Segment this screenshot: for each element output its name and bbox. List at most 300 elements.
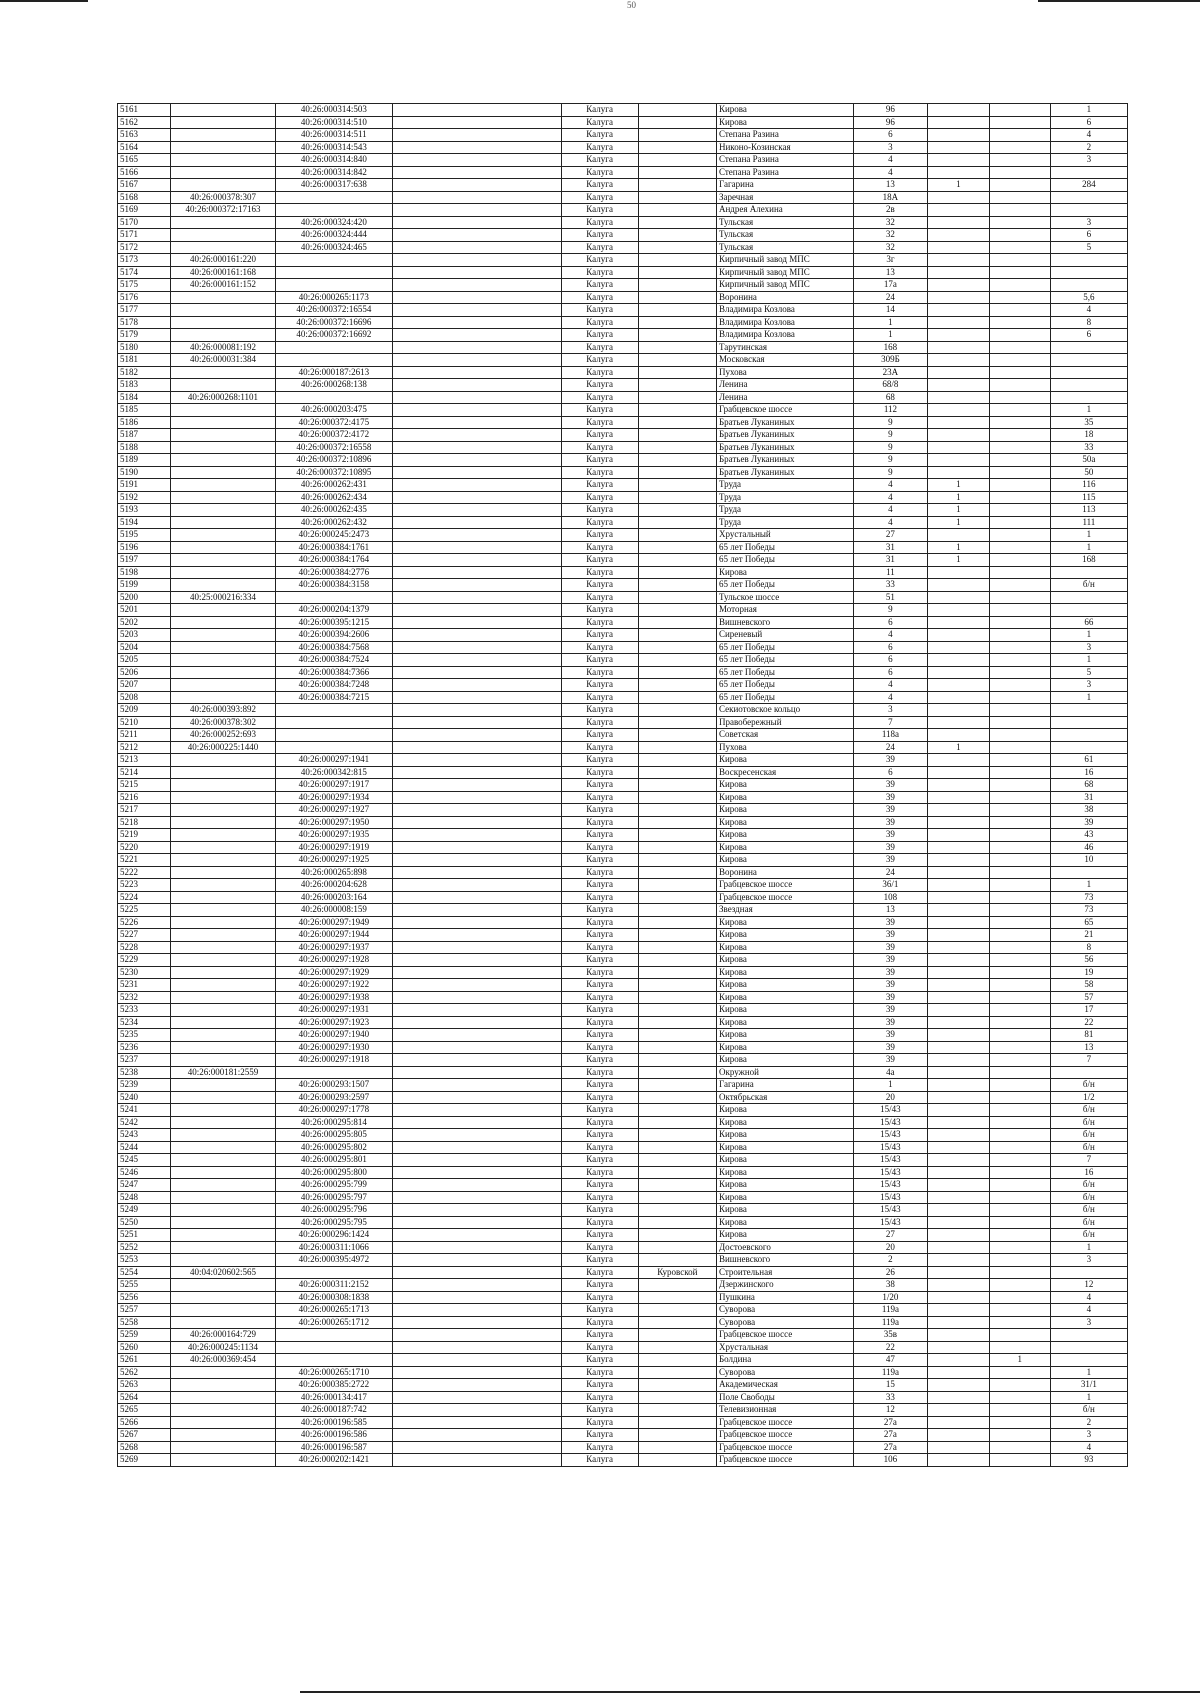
- apartment-cell: 1: [1050, 629, 1127, 642]
- house-number-cell: 15/43: [853, 1216, 927, 1229]
- land-cadastral-number-cell: [171, 529, 275, 542]
- city-cell: Калуга: [561, 229, 638, 242]
- settlement-cell: [638, 179, 716, 192]
- city-cell: Калуга: [561, 516, 638, 529]
- building-cell: [927, 1054, 989, 1067]
- land-cadastral-number-cell: 40:26:000161:152: [171, 279, 275, 292]
- structure-cell: [989, 1304, 1050, 1317]
- empty-cell-cell: [393, 491, 562, 504]
- table-row: [118, 1404, 1128, 1417]
- table-row: [118, 1341, 1128, 1354]
- house-number-cell: 15/43: [853, 1154, 927, 1167]
- land-cadastral-number-cell: [171, 129, 275, 142]
- house-number-cell: 119а: [853, 1366, 927, 1379]
- table-row: [118, 666, 1128, 679]
- land-cadastral-number-cell: 40:26:000161:168: [171, 266, 275, 279]
- building-cell: [927, 441, 989, 454]
- empty-cell-cell: [393, 1354, 562, 1367]
- city-cell: Калуга: [561, 604, 638, 617]
- table-row: [118, 841, 1128, 854]
- empty-cell-cell: [393, 404, 562, 417]
- land-cadastral-number-cell: [171, 666, 275, 679]
- row-number-cell: 5232: [118, 991, 171, 1004]
- cadastral-register-table: [117, 103, 1128, 1467]
- settlement-cell: [638, 1441, 716, 1454]
- empty-cell-cell: [393, 554, 562, 567]
- building-cell: [927, 416, 989, 429]
- empty-cell-cell: [393, 779, 562, 792]
- settlement-cell: [638, 1166, 716, 1179]
- house-number-cell: 4: [853, 166, 927, 179]
- city-cell: Калуга: [561, 829, 638, 842]
- object-cadastral-number-cell: 40:26:000262:431: [275, 479, 392, 492]
- land-cadastral-number-cell: [171, 416, 275, 429]
- city-cell: Калуга: [561, 1216, 638, 1229]
- apartment-cell: 1: [1050, 654, 1127, 667]
- building-cell: [927, 866, 989, 879]
- building-cell: [927, 991, 989, 1004]
- object-cadastral-number-cell: 40:26:000187:2613: [275, 366, 392, 379]
- table-row: [118, 1391, 1128, 1404]
- empty-cell-cell: [393, 391, 562, 404]
- city-cell: Калуга: [561, 216, 638, 229]
- table-row: [118, 1416, 1128, 1429]
- object-cadastral-number-cell: 40:26:000262:434: [275, 491, 392, 504]
- apartment-cell: 35: [1050, 416, 1127, 429]
- street-cell: Кирова: [716, 116, 853, 129]
- street-cell: Братьев Луканиных: [716, 429, 853, 442]
- land-cadastral-number-cell: [171, 1079, 275, 1092]
- house-number-cell: 7: [853, 716, 927, 729]
- settlement-cell: [638, 254, 716, 267]
- house-number-cell: 35в: [853, 1329, 927, 1342]
- structure-cell: [989, 1429, 1050, 1442]
- street-cell: Тарутинская: [716, 341, 853, 354]
- house-number-cell: 24: [853, 291, 927, 304]
- empty-cell-cell: [393, 716, 562, 729]
- house-number-cell: 15/43: [853, 1191, 927, 1204]
- land-cadastral-number-cell: [171, 604, 275, 617]
- structure-cell: [989, 1216, 1050, 1229]
- city-cell: Калуга: [561, 1316, 638, 1329]
- empty-cell-cell: [393, 904, 562, 917]
- structure-cell: [989, 416, 1050, 429]
- row-number-cell: 5215: [118, 779, 171, 792]
- settlement-cell: [638, 916, 716, 929]
- land-cadastral-number-cell: 40:25:000216:334: [171, 591, 275, 604]
- object-cadastral-number-cell: 40:26:000384:1761: [275, 541, 392, 554]
- empty-cell-cell: [393, 541, 562, 554]
- house-number-cell: 20: [853, 1241, 927, 1254]
- row-number-cell: 5234: [118, 1016, 171, 1029]
- row-number-cell: 5218: [118, 816, 171, 829]
- structure-cell: [989, 429, 1050, 442]
- table-row: [118, 1079, 1128, 1092]
- object-cadastral-number-cell: 40:26:000314:543: [275, 141, 392, 154]
- apartment-cell: 18: [1050, 429, 1127, 442]
- street-cell: Грабцевское шоссе: [716, 1329, 853, 1342]
- apartment-cell: [1050, 591, 1127, 604]
- building-cell: [927, 1091, 989, 1104]
- empty-cell-cell: [393, 1004, 562, 1017]
- apartment-cell: 1: [1050, 104, 1127, 117]
- street-cell: Кирова: [716, 916, 853, 929]
- row-number-cell: 5194: [118, 516, 171, 529]
- building-cell: 1: [927, 504, 989, 517]
- settlement-cell: [638, 629, 716, 642]
- object-cadastral-number-cell: 40:26:000314:503: [275, 104, 392, 117]
- empty-cell-cell: [393, 1129, 562, 1142]
- table-row: [118, 204, 1128, 217]
- street-cell: Кирова: [716, 979, 853, 992]
- house-number-cell: 27а: [853, 1429, 927, 1442]
- land-cadastral-number-cell: 40:26:000081:192: [171, 341, 275, 354]
- settlement-cell: [638, 1379, 716, 1392]
- structure-cell: [989, 316, 1050, 329]
- city-cell: Калуга: [561, 879, 638, 892]
- apartment-cell: 7: [1050, 1054, 1127, 1067]
- street-cell: Вишневского: [716, 1254, 853, 1267]
- structure-cell: [989, 516, 1050, 529]
- empty-cell-cell: [393, 966, 562, 979]
- street-cell: Братьев Луканиных: [716, 454, 853, 467]
- table-row: [118, 1454, 1128, 1467]
- object-cadastral-number-cell: 40:26:000297:1919: [275, 841, 392, 854]
- object-cadastral-number-cell: 40:26:000204:628: [275, 879, 392, 892]
- city-cell: Калуга: [561, 891, 638, 904]
- structure-cell: [989, 866, 1050, 879]
- object-cadastral-number-cell: 40:26:000384:1764: [275, 554, 392, 567]
- house-number-cell: 15/43: [853, 1129, 927, 1142]
- row-number-cell: 5247: [118, 1179, 171, 1192]
- city-cell: Калуга: [561, 404, 638, 417]
- row-number-cell: 5163: [118, 129, 171, 142]
- table-row: [118, 629, 1128, 642]
- land-cadastral-number-cell: [171, 441, 275, 454]
- land-cadastral-number-cell: [171, 804, 275, 817]
- city-cell: Калуга: [561, 816, 638, 829]
- table-row: [118, 129, 1128, 142]
- object-cadastral-number-cell: 40:26:000342:815: [275, 766, 392, 779]
- house-number-cell: 51: [853, 591, 927, 604]
- street-cell: Сиреневый: [716, 629, 853, 642]
- structure-cell: [989, 354, 1050, 367]
- row-number-cell: 5172: [118, 241, 171, 254]
- row-number-cell: 5188: [118, 441, 171, 454]
- object-cadastral-number-cell: 40:26:000265:1710: [275, 1366, 392, 1379]
- building-cell: [927, 1391, 989, 1404]
- empty-cell-cell: [393, 1266, 562, 1279]
- apartment-cell: 66: [1050, 616, 1127, 629]
- empty-cell-cell: [393, 1454, 562, 1467]
- settlement-cell: [638, 616, 716, 629]
- empty-cell-cell: [393, 579, 562, 592]
- house-number-cell: 24: [853, 866, 927, 879]
- building-cell: [927, 429, 989, 442]
- city-cell: Калуга: [561, 304, 638, 317]
- house-number-cell: 39: [853, 1016, 927, 1029]
- apartment-cell: 2: [1050, 141, 1127, 154]
- object-cadastral-number-cell: [275, 266, 392, 279]
- table-row: [118, 566, 1128, 579]
- settlement-cell: [638, 479, 716, 492]
- land-cadastral-number-cell: [171, 329, 275, 342]
- settlement-cell: [638, 1041, 716, 1054]
- table-row: [118, 641, 1128, 654]
- row-number-cell: 5251: [118, 1229, 171, 1242]
- land-cadastral-number-cell: [171, 504, 275, 517]
- street-cell: Братьев Луканиных: [716, 416, 853, 429]
- street-cell: Кирова: [716, 1179, 853, 1192]
- row-number-cell: 5183: [118, 379, 171, 392]
- settlement-cell: [638, 941, 716, 954]
- row-number-cell: 5244: [118, 1141, 171, 1154]
- building-cell: [927, 1316, 989, 1329]
- empty-cell-cell: [393, 1229, 562, 1242]
- land-cadastral-number-cell: [171, 891, 275, 904]
- object-cadastral-number-cell: 40:26:000384:7568: [275, 641, 392, 654]
- object-cadastral-number-cell: 40:26:000265:1173: [275, 291, 392, 304]
- object-cadastral-number-cell: 40:26:000202:1421: [275, 1454, 392, 1467]
- settlement-cell: [638, 866, 716, 879]
- city-cell: Калуга: [561, 1416, 638, 1429]
- city-cell: Калуга: [561, 191, 638, 204]
- apartment-cell: 2: [1050, 1416, 1127, 1429]
- street-cell: Телевизионная: [716, 1404, 853, 1417]
- land-cadastral-number-cell: [171, 1441, 275, 1454]
- building-cell: [927, 654, 989, 667]
- empty-cell-cell: [393, 416, 562, 429]
- city-cell: Калуга: [561, 1191, 638, 1204]
- table-row: [118, 104, 1128, 117]
- house-number-cell: 3: [853, 141, 927, 154]
- table-row: [118, 1329, 1128, 1342]
- settlement-cell: [638, 1191, 716, 1204]
- row-number-cell: 5258: [118, 1316, 171, 1329]
- house-number-cell: 39: [853, 841, 927, 854]
- street-cell: 65 лет Победы: [716, 691, 853, 704]
- settlement-cell: [638, 466, 716, 479]
- structure-cell: [989, 216, 1050, 229]
- row-number-cell: 5242: [118, 1116, 171, 1129]
- row-number-cell: 5249: [118, 1204, 171, 1217]
- settlement-cell: [638, 966, 716, 979]
- settlement-cell: [638, 116, 716, 129]
- house-number-cell: 17а: [853, 279, 927, 292]
- row-number-cell: 5178: [118, 316, 171, 329]
- row-number-cell: 5174: [118, 266, 171, 279]
- street-cell: 65 лет Победы: [716, 541, 853, 554]
- table-row: [118, 466, 1128, 479]
- row-number-cell: 5176: [118, 291, 171, 304]
- table-row: [118, 254, 1128, 267]
- empty-cell-cell: [393, 1204, 562, 1217]
- house-number-cell: 108: [853, 891, 927, 904]
- land-cadastral-number-cell: 40:26:000252:693: [171, 729, 275, 742]
- settlement-cell: [638, 1454, 716, 1467]
- house-number-cell: 13: [853, 179, 927, 192]
- house-number-cell: 39: [853, 1041, 927, 1054]
- empty-cell-cell: [393, 1216, 562, 1229]
- settlement-cell: [638, 991, 716, 1004]
- house-number-cell: 39: [853, 954, 927, 967]
- empty-cell-cell: [393, 641, 562, 654]
- row-number-cell: 5214: [118, 766, 171, 779]
- house-number-cell: 4: [853, 479, 927, 492]
- settlement-cell: [638, 141, 716, 154]
- settlement-cell: [638, 329, 716, 342]
- empty-cell-cell: [393, 754, 562, 767]
- apartment-cell: 57: [1050, 991, 1127, 1004]
- city-cell: Калуга: [561, 154, 638, 167]
- structure-cell: [989, 941, 1050, 954]
- empty-cell-cell: [393, 529, 562, 542]
- house-number-cell: 39: [853, 916, 927, 929]
- building-cell: [927, 129, 989, 142]
- apartment-cell: 1: [1050, 404, 1127, 417]
- city-cell: Калуга: [561, 966, 638, 979]
- city-cell: Калуга: [561, 1391, 638, 1404]
- table-row: [118, 554, 1128, 567]
- row-number-cell: 5241: [118, 1104, 171, 1117]
- empty-cell-cell: [393, 841, 562, 854]
- building-cell: [927, 1041, 989, 1054]
- settlement-cell: [638, 1029, 716, 1042]
- object-cadastral-number-cell: 40:26:000203:475: [275, 404, 392, 417]
- building-cell: [927, 1104, 989, 1117]
- settlement-cell: [638, 504, 716, 517]
- scan-edge-line: [0, 0, 88, 2]
- object-cadastral-number-cell: 40:26:000295:799: [275, 1179, 392, 1192]
- apartment-cell: [1050, 1066, 1127, 1079]
- empty-cell-cell: [393, 341, 562, 354]
- empty-cell-cell: [393, 1141, 562, 1154]
- building-cell: [927, 1341, 989, 1354]
- settlement-cell: [638, 766, 716, 779]
- building-cell: [927, 1229, 989, 1242]
- building-cell: [927, 966, 989, 979]
- settlement-cell: [638, 454, 716, 467]
- apartment-cell: 50а: [1050, 454, 1127, 467]
- structure-cell: [989, 266, 1050, 279]
- land-cadastral-number-cell: [171, 829, 275, 842]
- apartment-cell: 61: [1050, 754, 1127, 767]
- city-cell: Калуга: [561, 766, 638, 779]
- object-cadastral-number-cell: 40:26:000314:511: [275, 129, 392, 142]
- building-cell: [927, 729, 989, 742]
- structure-cell: [989, 1054, 1050, 1067]
- building-cell: [927, 166, 989, 179]
- land-cadastral-number-cell: [171, 1191, 275, 1204]
- house-number-cell: 24: [853, 741, 927, 754]
- house-number-cell: 31: [853, 554, 927, 567]
- settlement-cell: [638, 379, 716, 392]
- row-number-cell: 5238: [118, 1066, 171, 1079]
- street-cell: Братьев Луканиных: [716, 466, 853, 479]
- structure-cell: [989, 491, 1050, 504]
- city-cell: Калуга: [561, 916, 638, 929]
- settlement-cell: [638, 1066, 716, 1079]
- settlement-cell: [638, 591, 716, 604]
- structure-cell: [989, 254, 1050, 267]
- object-cadastral-number-cell: 40:26:000372:16692: [275, 329, 392, 342]
- row-number-cell: 5195: [118, 529, 171, 542]
- apartment-cell: 19: [1050, 966, 1127, 979]
- empty-cell-cell: [393, 479, 562, 492]
- building-cell: [927, 1154, 989, 1167]
- object-cadastral-number-cell: 40:26:000295:802: [275, 1141, 392, 1154]
- city-cell: Калуга: [561, 754, 638, 767]
- empty-cell-cell: [393, 241, 562, 254]
- settlement-cell: [638, 441, 716, 454]
- structure-cell: [989, 1366, 1050, 1379]
- street-cell: Болдина: [716, 1354, 853, 1367]
- city-cell: Калуга: [561, 316, 638, 329]
- table-row: [118, 1041, 1128, 1054]
- land-cadastral-number-cell: [171, 1216, 275, 1229]
- street-cell: Владимира Козлова: [716, 316, 853, 329]
- city-cell: Калуга: [561, 329, 638, 342]
- street-cell: Хрустальная: [716, 1341, 853, 1354]
- apartment-cell: 115: [1050, 491, 1127, 504]
- street-cell: Звездная: [716, 904, 853, 917]
- row-number-cell: 5221: [118, 854, 171, 867]
- building-cell: [927, 854, 989, 867]
- table-row: [118, 1166, 1128, 1179]
- land-cadastral-number-cell: [171, 1179, 275, 1192]
- row-number-cell: 5265: [118, 1404, 171, 1417]
- street-cell: Суворова: [716, 1316, 853, 1329]
- object-cadastral-number-cell: [275, 354, 392, 367]
- empty-cell-cell: [393, 291, 562, 304]
- house-number-cell: 6: [853, 654, 927, 667]
- street-cell: Кирова: [716, 816, 853, 829]
- object-cadastral-number-cell: 40:26:000265:898: [275, 866, 392, 879]
- settlement-cell: [638, 1404, 716, 1417]
- object-cadastral-number-cell: 40:26:000268:138: [275, 379, 392, 392]
- settlement-cell: [638, 904, 716, 917]
- object-cadastral-number-cell: 40:26:000384:2776: [275, 566, 392, 579]
- table-row: [118, 729, 1128, 742]
- table-row: [118, 1029, 1128, 1042]
- apartment-cell: 22: [1050, 1016, 1127, 1029]
- street-cell: Пушкина: [716, 1291, 853, 1304]
- street-cell: Кирова: [716, 966, 853, 979]
- street-cell: Кирова: [716, 1154, 853, 1167]
- object-cadastral-number-cell: 40:26:000293:2597: [275, 1091, 392, 1104]
- house-number-cell: 9: [853, 604, 927, 617]
- house-number-cell: 39: [853, 816, 927, 829]
- house-number-cell: 1: [853, 1079, 927, 1092]
- apartment-cell: 10: [1050, 854, 1127, 867]
- city-cell: Калуга: [561, 841, 638, 854]
- structure-cell: [989, 141, 1050, 154]
- table-row: [118, 266, 1128, 279]
- house-number-cell: 33: [853, 579, 927, 592]
- table-row: [118, 354, 1128, 367]
- street-cell: Суворова: [716, 1304, 853, 1317]
- row-number-cell: 5240: [118, 1091, 171, 1104]
- house-number-cell: 39: [853, 941, 927, 954]
- empty-cell-cell: [393, 204, 562, 217]
- structure-cell: [989, 541, 1050, 554]
- city-cell: Калуга: [561, 1066, 638, 1079]
- city-cell: Калуга: [561, 1441, 638, 1454]
- settlement-cell: [638, 391, 716, 404]
- settlement-cell: [638, 1016, 716, 1029]
- apartment-cell: [1050, 1354, 1127, 1367]
- street-cell: Секиотовское кольцо: [716, 704, 853, 717]
